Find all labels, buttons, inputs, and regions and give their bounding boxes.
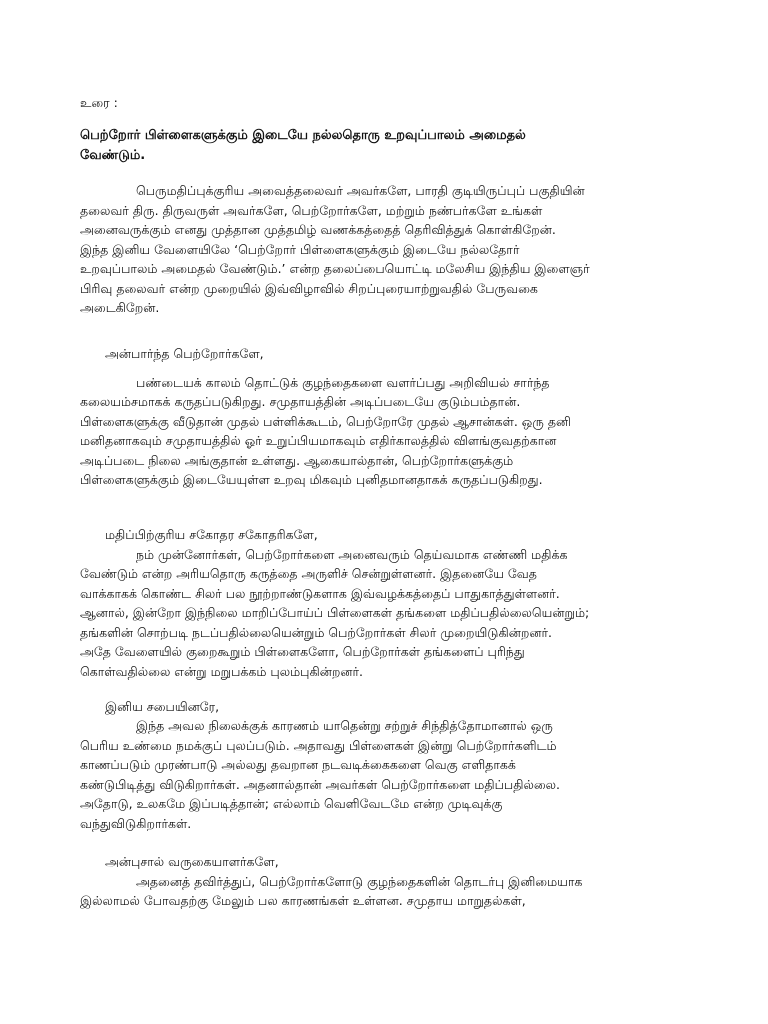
para2-line-6: அதே வேளையில் குறைகூறும் பிள்ளைகளோ, பெற்றோர்கள் தங்களைப் புரிந்து <box>80 644 525 659</box>
para2-line-7: கொள்வதில்லை என்று மறுபக்கம் புலம்புகின்றனர். <box>80 664 363 679</box>
greeting-visitors: அன்புசால் வருகையாளர்களே, <box>105 854 279 869</box>
para3-line-6: வந்துவிடுகிறார்கள். <box>80 816 192 831</box>
para4-line-2: இல்லாமல் போவதற்கு மேலும் பல காரணங்கள் உள்ளன. சமுதாய மாறுதல்கள், <box>80 893 526 908</box>
intro-line-3: அனைவருக்கும் எனது முத்தான முத்தமிழ் வணக்கத்தைத் தெரிவித்துக் கொள்கிறேன். <box>80 222 556 237</box>
intro-line-5: உறவுப்பாலம் அமைதல் வேண்டும்.’ என்ற தலைப்பையொட்டி மலேசிய இந்திய இளைஞர் <box>80 261 590 276</box>
para3-line-5: அதோடு, உலகமே இப்படித்தான்; எல்லாம் வெளிவேடமே என்ற முடிவுக்கு <box>80 796 503 811</box>
para1-line-1: பண்டையக் காலம் தொட்டுக் குழந்தைகளை வளர்ப்பது அறிவியல் சார்ந்த <box>136 375 550 390</box>
para3-line-2: பெரிய உண்மை நமக்குப் புலப்படும். அதாவது பிள்ளைகள் இன்று பெற்றோர்களிடம் <box>80 738 557 753</box>
para3-line-1: இந்த அவல நிலைக்குக் காரணம் யாதென்று சற்றுச் சிந்தித்தோமானால் ஒரு <box>136 718 553 733</box>
para4-line-1: அதனைத் தவிர்த்துப், பெற்றோர்களோடு குழந்தைகளின் தொடர்பு இனிமையாக <box>136 874 583 889</box>
para1-line-5: அடிப்படை நிலை அங்குதான் உள்ளது. ஆகையால்தான், பெற்றோர்களுக்கும் <box>80 453 514 468</box>
intro-line-2: தலைவர் திரு. திருவருள் அவர்களே, பெற்றோர்களே, மற்றும் நண்பர்களே உங்கள் <box>80 203 543 218</box>
para1-line-2: கலையம்சமாகக் கருதப்படுகிறது. சமுதாயத்தின் அடிப்படையே குடும்பம்தான். <box>80 394 521 409</box>
para2-line-2: வேண்டும் என்ற அரியதொரு கருத்தை அருளிச் சென்றுள்ளனர். இதனையே வேத <box>80 566 537 581</box>
para1-line-3: பிள்ளைகளுக்கு வீடுதான் முதல் பள்ளிக்கூடம், பெற்றோரே முதல் ஆசான்கள். ஒரு தனி <box>80 414 571 429</box>
para3-line-3: காணப்படும் முரண்பாடு அல்லது தவறான நடவடிக்கைகளை வெகு எளிதாகக் <box>80 757 516 772</box>
para3-line-4: கண்டுபிடித்து விடுகிறார்கள். அதனால்தான் அவர்கள் பெற்றோர்களை மதிப்பதில்லை. <box>80 777 560 792</box>
greeting-parents: அன்பார்ந்த பெற்றோர்களே, <box>105 346 264 361</box>
intro-line-6: பிரிவு தலைவர் என்ற முறையில் இவ்விழாவில் சிறப்புரையாற்றுவதில் பேருவகை <box>80 281 538 296</box>
para2-line-1: நம் முன்னோர்கள், பெற்றோர்களை அனைவரும் தெய்வமாக எண்ணி மதிக்க <box>136 547 568 562</box>
section-label: உரை : <box>80 95 118 110</box>
para2-line-4: ஆனால், இன்றோ இந்நிலை மாறிப்போய்ப் பிள்ளைகள் தங்களை மதிப்பதில்லையென்றும்; <box>80 605 590 620</box>
para2-line-5: தங்களின் சொற்படி நடப்பதில்லையென்றும் பெற்றோர்கள் சிலர் முறையிடுகின்றனர். <box>80 625 552 640</box>
greeting-siblings: மதிப்பிற்குரிய சகோதர சகோதரிகளே, <box>105 527 318 542</box>
greeting-assembly: இனிய சபையினரே, <box>105 699 220 714</box>
para2-line-3: வாக்காகக் கொண்ட சிலர் பல நூற்றாண்டுகளாக இவ்வழக்கத்தைப் பாதுகாத்துள்ளனர். <box>80 586 560 601</box>
intro-line-4: இந்த இனிய வேளையிலே ‘பெற்றோர் பிள்ளைகளுக்கும் இடையே நல்லதோர் <box>80 242 520 257</box>
intro-line-1: பெருமதிப்புக்குரிய அவைத்தலைவர் அவர்களே, பாரதி குடியிருப்புப் பகுதியின் <box>136 183 585 198</box>
para1-line-4: மனிதனாகவும் சமுதாயத்தில் ஓர் உறுப்பியமாகவும் எதிர்காலத்தில் விளங்குவதற்கான <box>80 433 557 448</box>
intro-line-7: அடைகிறேன். <box>80 300 160 315</box>
title-line-1: பெற்றோர் பிள்ளைகளுக்கும் இடையே நல்லதொரு உறவுப்பாலம் அமைதல் <box>80 128 526 143</box>
title-line-2: வேண்டும். <box>80 148 146 163</box>
para1-line-6: பிள்ளைகளுக்கும் இடையேயுள்ள உறவு மிகவும் புனிதமானதாகக் கருதப்படுகிறது. <box>80 472 543 487</box>
